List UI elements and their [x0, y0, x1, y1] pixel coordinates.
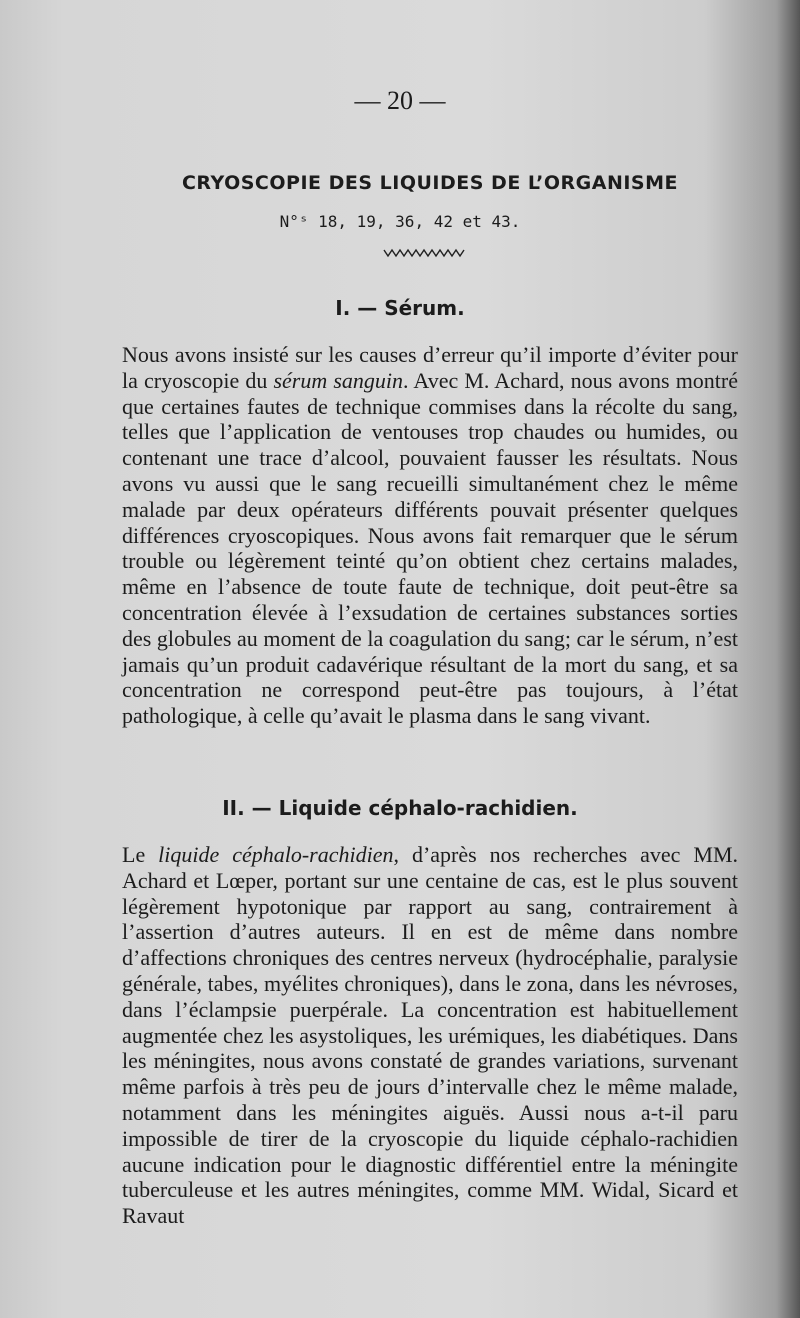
section-paragraph-liquide	[122, 842, 738, 1229]
section-paragraph-serum	[122, 342, 738, 729]
paragraph-text: Le	[122, 842, 159, 867]
paragraph-italic-term: sérum sanguin	[273, 367, 404, 393]
paragraph-text: Nous avons insisté sur les causes d’erreur qu’il importe d’éviter pour la cryoscopie du	[122, 342, 738, 393]
section-heading-liquide: II. — Liquide céphalo-rachidien.	[222, 796, 578, 820]
section-heading-serum: I. — Sérum.	[335, 296, 465, 320]
paragraph-italic-term: liquide céphalo-rachidien	[158, 842, 394, 867]
page-number: — 20 —	[354, 86, 446, 115]
page-title: CRYOSCOPIE DES LIQUIDES DE L’ORGANISME	[181, 172, 678, 194]
subtitle: N°ˢ 18, 19, 36, 42 et 43.	[279, 212, 521, 231]
paragraph-text: . Avec M. Achard, nous avons montré que certaines fautes de technique commises dans la récolte du sang, telles que l’application de ventouses trop chaudes ou humides, ou contenant une trace d’alcool, pouvaient fausser les résultats. Nous avons vu aussi que le sang recueilli simultanément chez le même malade par deux opérateurs différents pouvait présenter quelques différences cryoscopiques. Nous avons fait remarquer que le sérum trouble ou légèrement teinté qu’on obtient chez certains malades, même en l’absence de toute faute de technique, doit peut-être sa concentration élevée à l’exsudation de certaines substances sorties des globules au moment de la coagulation du sang; car le sérum, n’est jamais qu’un produit cadavérique résultant de la mort du sang, et sa concentration ne correspond peut-être pas toujours, à l’état pathologique, à celle qu’avait le plasma dans le sang vivant.	[122, 367, 739, 729]
wavy-ornament-icon	[382, 244, 468, 260]
paragraph-text: , d’après nos recherches avec MM. Achard et Lœper, portant sur une centaine de cas, est le plus souvent légèrement hypotonique par rapport au sang, contrairement à l’assertion d’autres auteurs. Il en est de même dans nombre d’affections chroniques des centres nerveux (hydrocéphalie, paralysie générale, tabes, myélites chroniques), dans le zona, dans les névroses, dans l’éclampsie puerpérale. La concentration est habituellement augmentée chez les asystoliques, les urémiques, les diabétiques. Dans les méningites, nous avons constaté de grandes variations, survenant même parfois à très peu de jours d’intervalle chez le même malade, notamment dans les méningites aiguës. Aussi nous a-t-il paru impossible de tirer de la cryoscopie du liquide céphalo-rachidien aucune indication pour le diagnostic différentiel entre la méningite tuberculeuse et les autres méningites, comme MM. Widal, Sicard et Ravaut	[122, 842, 739, 1229]
